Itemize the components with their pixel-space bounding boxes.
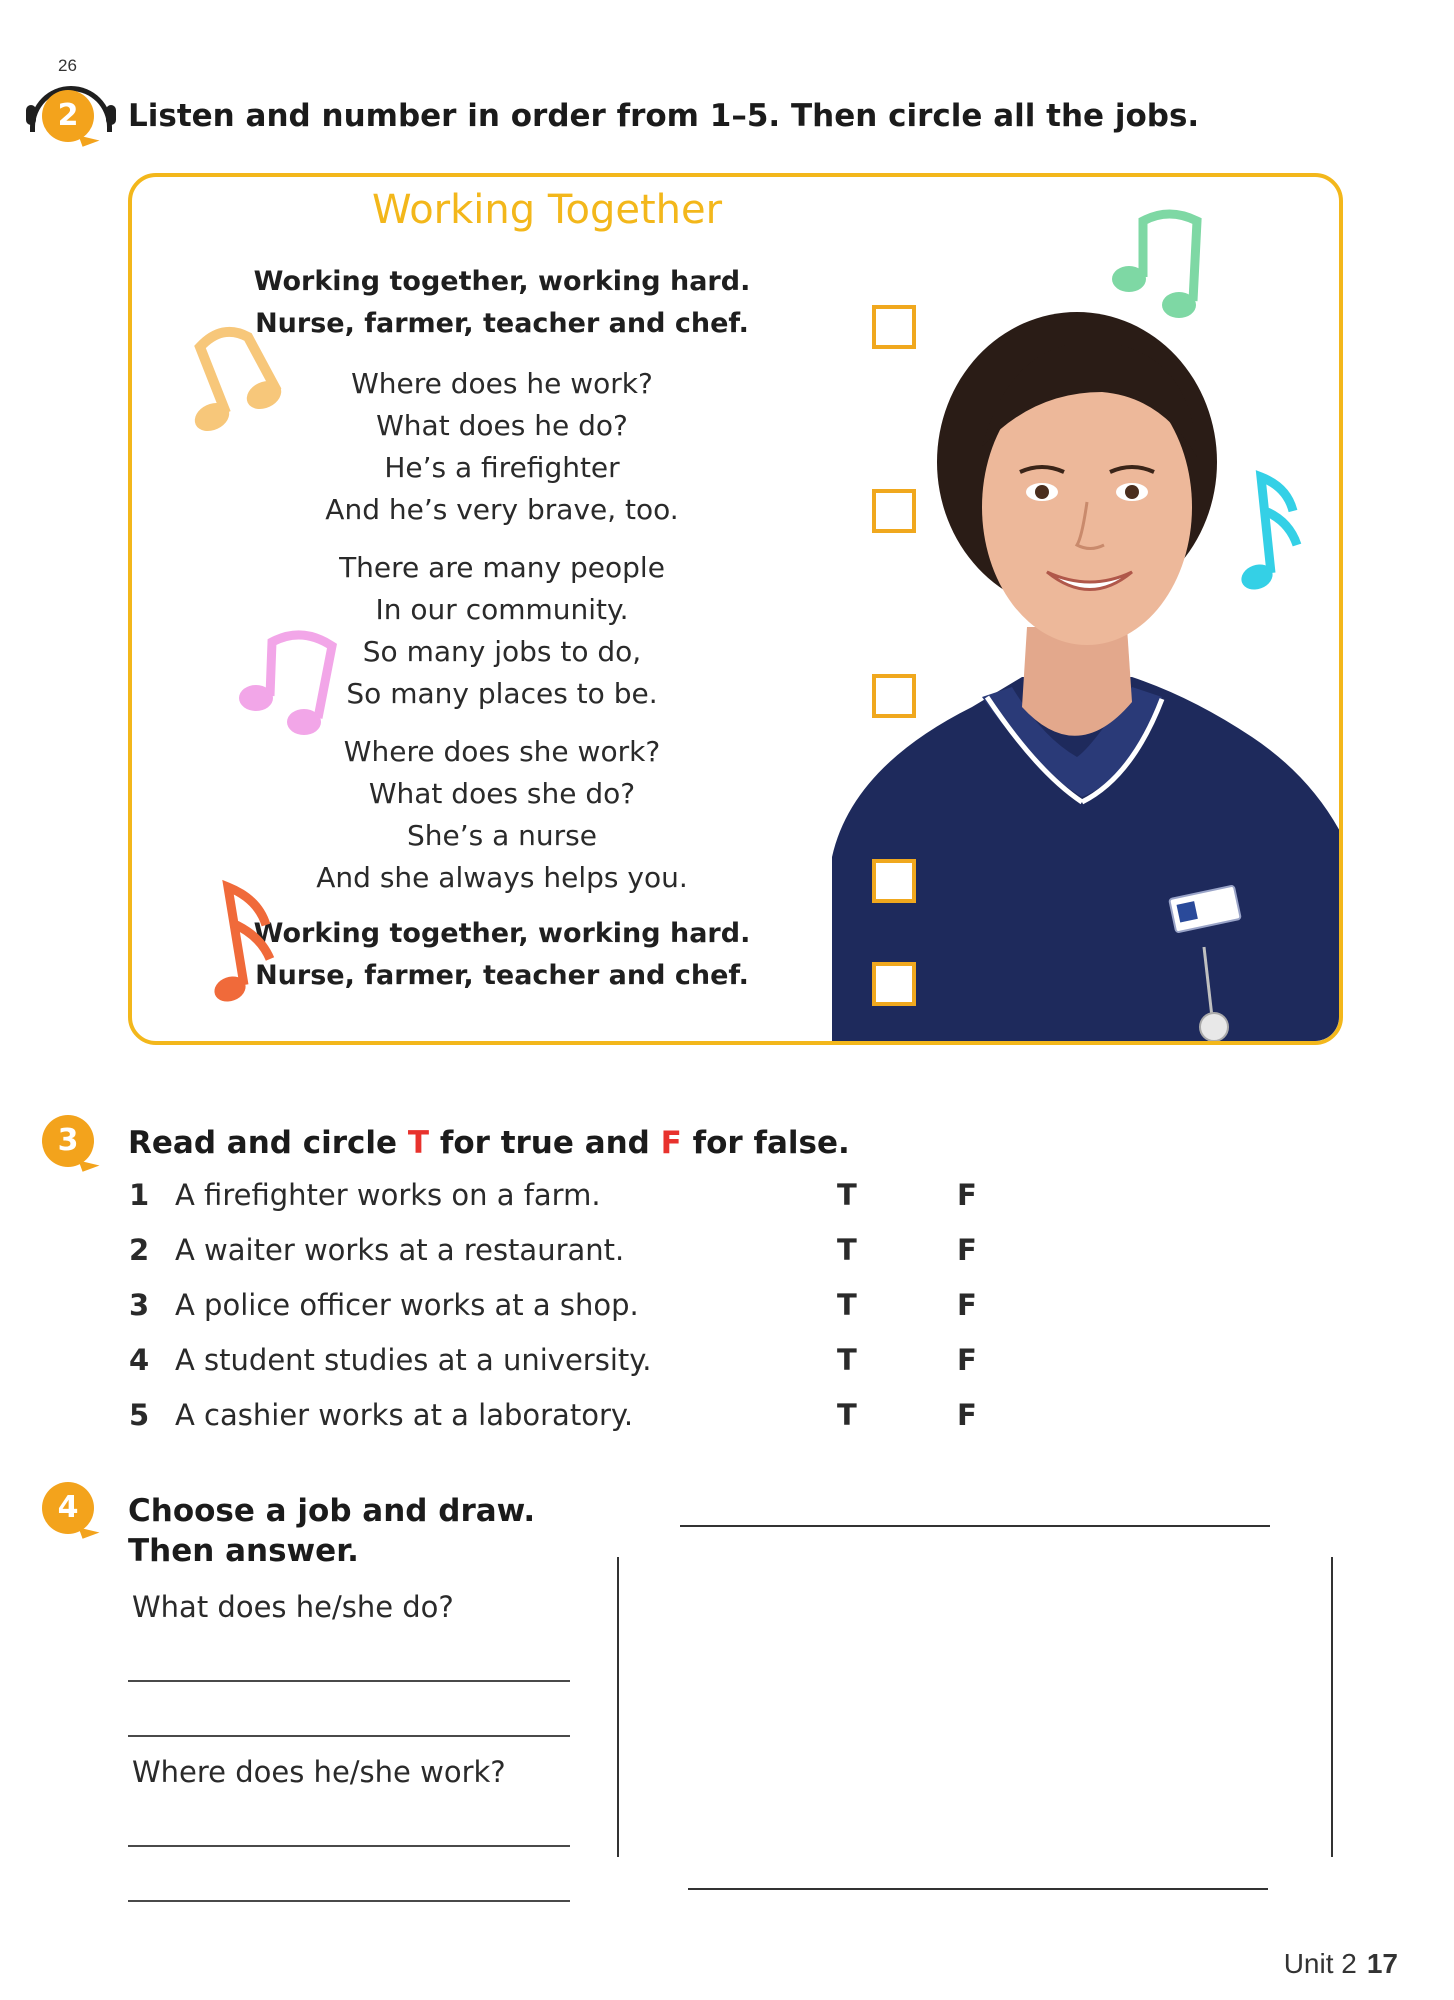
lyric-line: Nurse, farmer, teacher and chef.	[255, 308, 749, 339]
false-option[interactable]: F	[957, 1233, 977, 1267]
true-option[interactable]: T	[837, 1233, 857, 1267]
page-number: 17	[1366, 1948, 1398, 1979]
stanza-4	[242, 731, 762, 899]
true-option[interactable]: T	[837, 1398, 857, 1432]
lyric-line: She’s a nurse	[406, 819, 597, 852]
tf-item	[125, 1288, 1025, 1338]
music-note-cyan-icon	[1227, 467, 1307, 597]
stanza-1	[242, 261, 762, 345]
true-option[interactable]: T	[837, 1178, 857, 1212]
activity-2-badge: 2	[42, 90, 94, 142]
answer-line-2[interactable]	[128, 1735, 570, 1737]
music-note-red-icon	[202, 877, 292, 1007]
number-box-5[interactable]	[872, 962, 916, 1006]
activity-2-instruction: Listen and number in order from 1–5. Then circle all the jobs.	[128, 98, 1200, 134]
lyric-line: And she always helps you.	[316, 861, 688, 894]
tf-item	[125, 1398, 1025, 1448]
item-statement: A firefighter works on a farm.	[175, 1178, 601, 1212]
lyric-line: So many jobs to do,	[362, 635, 642, 668]
answer-line-1[interactable]	[128, 1680, 570, 1682]
music-note-pink-icon	[232, 622, 342, 742]
tf-item	[125, 1178, 1025, 1228]
false-option[interactable]: F	[957, 1178, 977, 1212]
stanza-5	[242, 913, 762, 997]
lyric-line: Where does he work?	[351, 367, 653, 400]
number-box-2[interactable]	[872, 489, 916, 533]
question-1: What does he/she do?	[132, 1590, 454, 1624]
item-number: 2	[129, 1233, 150, 1267]
item-number: 1	[129, 1178, 150, 1212]
lyric-line: What does he do?	[376, 409, 628, 442]
question-2: Where does he/she work?	[132, 1755, 506, 1789]
drawing-area[interactable]	[617, 1557, 1333, 1857]
lyric-line: Nurse, farmer, teacher and chef.	[255, 960, 749, 991]
activity-3-badge: 3	[42, 1115, 94, 1167]
item-statement: A student studies at a university.	[175, 1343, 652, 1377]
page-footer	[1284, 1948, 1398, 1980]
lyric-line: Where does she work?	[343, 735, 661, 768]
item-number: 3	[129, 1288, 150, 1322]
stanza-2	[242, 363, 762, 531]
song-box	[128, 173, 1343, 1045]
activity-4-instruction-line-2: Then answer.	[128, 1533, 359, 1569]
false-option[interactable]: F	[957, 1288, 977, 1322]
lyric-line: Working together, working hard.	[253, 918, 751, 949]
instruction-part: for true and	[429, 1125, 661, 1161]
drawing-top-line	[680, 1525, 1270, 1527]
false-option[interactable]: F	[957, 1398, 977, 1432]
unit-label: Unit 2	[1283, 1948, 1357, 1979]
tf-item	[125, 1343, 1025, 1393]
tf-item	[125, 1233, 1025, 1283]
item-statement: A waiter works at a restaurant.	[175, 1233, 625, 1267]
instruction-part: for false.	[681, 1125, 850, 1161]
false-letter: F	[660, 1125, 682, 1161]
music-note-green-icon	[1107, 207, 1207, 327]
item-statement: A police officer works at a shop.	[175, 1288, 639, 1322]
false-option[interactable]: F	[957, 1343, 977, 1377]
number-box-4[interactable]	[872, 859, 916, 903]
answer-line-3[interactable]	[128, 1845, 570, 1847]
drawing-bottom-line	[688, 1888, 1268, 1890]
true-letter: T	[407, 1125, 430, 1161]
lyric-line: In our community.	[375, 593, 629, 626]
true-option[interactable]: T	[837, 1288, 857, 1322]
item-number: 4	[129, 1343, 150, 1377]
lyric-line: So many places to be.	[346, 677, 658, 710]
track-number: 26	[58, 56, 77, 75]
answer-line-4[interactable]	[128, 1900, 570, 1902]
lyric-line: There are many people	[339, 551, 665, 584]
lyric-line: He’s a firefighter	[384, 451, 620, 484]
true-option[interactable]: T	[837, 1343, 857, 1377]
lyric-line: What does she do?	[368, 777, 636, 810]
number-box-3[interactable]	[872, 674, 916, 718]
nurse-photo	[832, 297, 1343, 1045]
activity-4-badge: 4	[42, 1482, 94, 1534]
number-box-1[interactable]	[872, 305, 916, 349]
lyric-line: Working together, working hard.	[253, 266, 751, 297]
instruction-part: Read and circle	[128, 1125, 408, 1161]
activity-3-instruction	[128, 1125, 850, 1161]
lyric-line: And he’s very brave, too.	[325, 493, 679, 526]
activity-4-instruction-line-1: Choose a job and draw.	[128, 1493, 536, 1529]
music-note-orange-icon	[182, 317, 292, 437]
song-title: Working Together	[372, 187, 723, 233]
item-number: 5	[129, 1398, 150, 1432]
item-statement: A cashier works at a laboratory.	[175, 1398, 634, 1432]
